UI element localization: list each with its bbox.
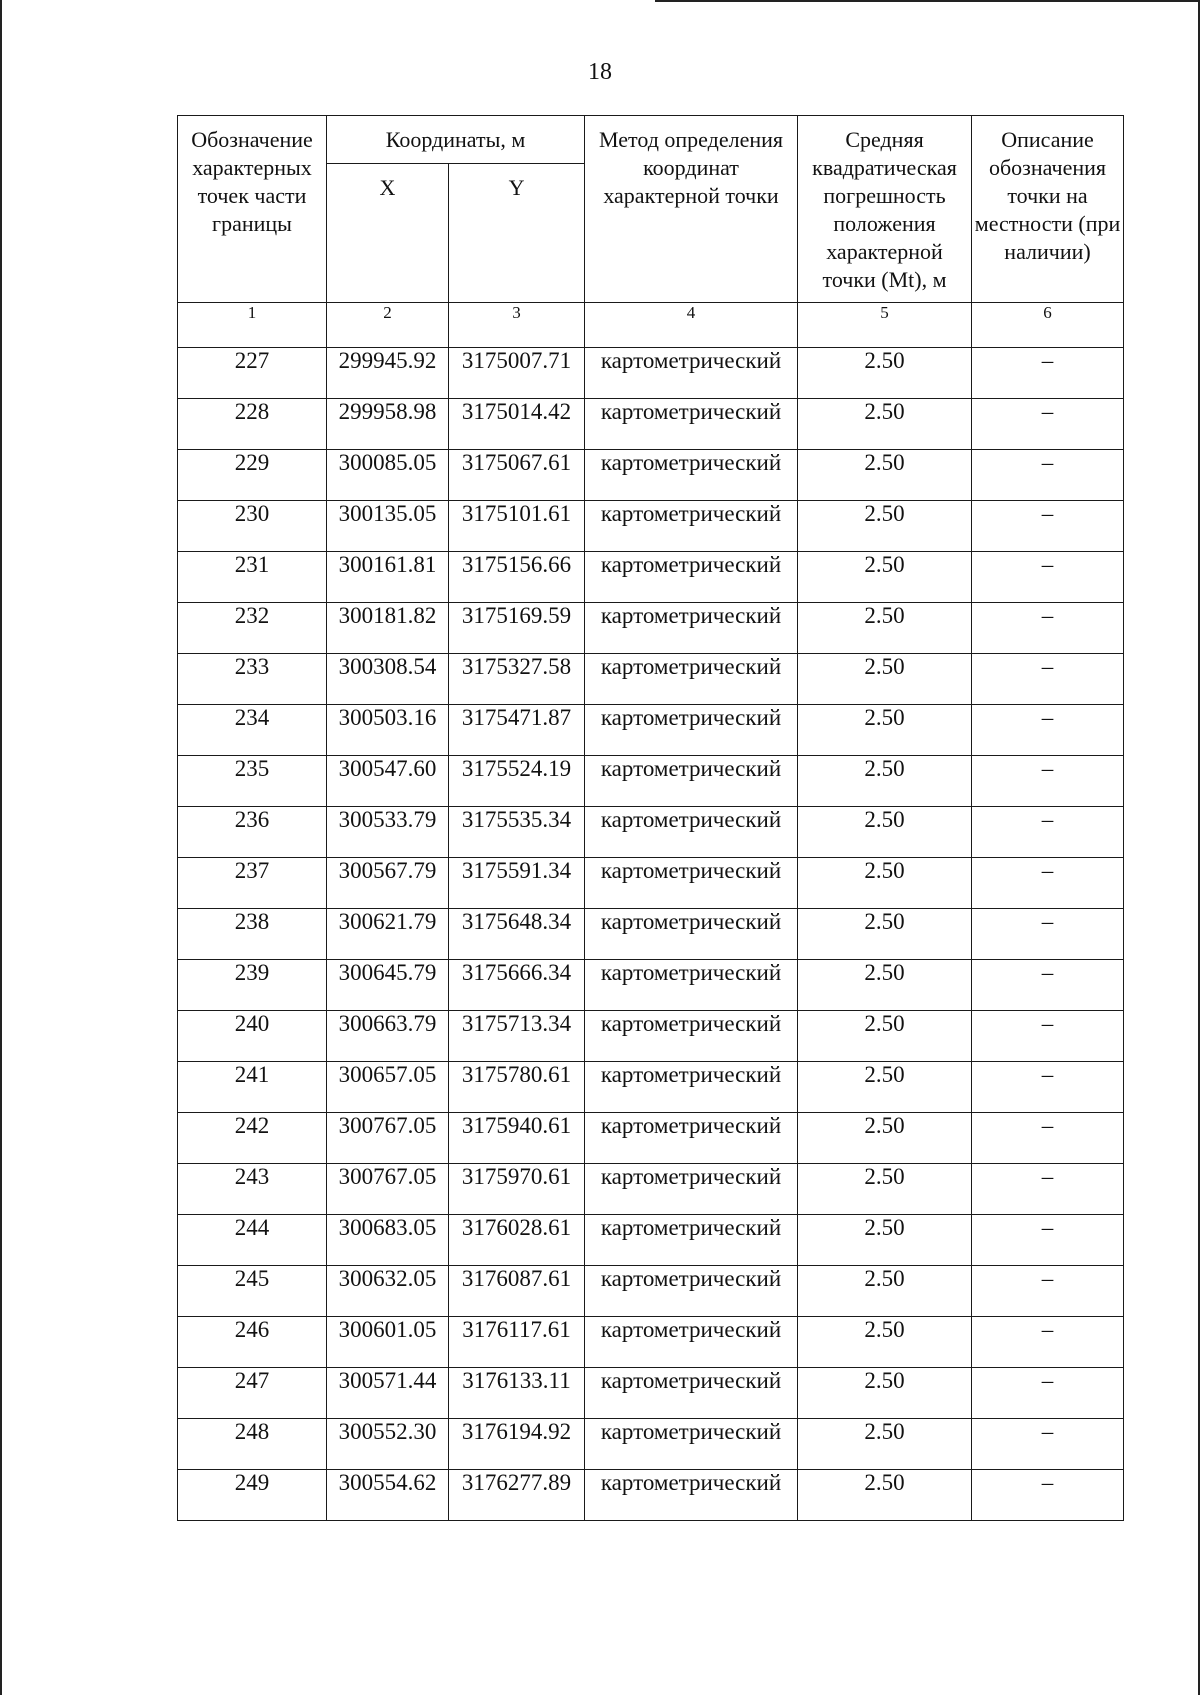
cell-point: 233 xyxy=(178,654,327,705)
cell-point: 249 xyxy=(178,1470,327,1521)
cell-error: 2.50 xyxy=(798,807,972,858)
cell-error: 2.50 xyxy=(798,1368,972,1419)
header-x: X xyxy=(327,164,449,303)
cell-y: 3175169.59 xyxy=(449,603,585,654)
cell-point: 229 xyxy=(178,450,327,501)
cell-point: 227 xyxy=(178,348,327,399)
table-row xyxy=(178,1062,1124,1113)
cell-x: 300308.54 xyxy=(327,654,449,705)
cell-description: – xyxy=(972,807,1124,858)
table-row xyxy=(178,858,1124,909)
table-row xyxy=(178,348,1124,399)
cell-description: – xyxy=(972,705,1124,756)
cell-y: 3176194.92 xyxy=(449,1419,585,1470)
cell-point: 240 xyxy=(178,1011,327,1062)
cell-y: 3176117.61 xyxy=(449,1317,585,1368)
cell-error: 2.50 xyxy=(798,1317,972,1368)
cell-point: 231 xyxy=(178,552,327,603)
cell-error: 2.50 xyxy=(798,1266,972,1317)
cell-error: 2.50 xyxy=(798,450,972,501)
cell-description: – xyxy=(972,1368,1124,1419)
cell-error: 2.50 xyxy=(798,756,972,807)
table-row xyxy=(178,552,1124,603)
table-row xyxy=(178,1011,1124,1062)
cell-error: 2.50 xyxy=(798,552,972,603)
cell-x: 300533.79 xyxy=(327,807,449,858)
cell-x: 300181.82 xyxy=(327,603,449,654)
cell-description: – xyxy=(972,1164,1124,1215)
cell-point: 238 xyxy=(178,909,327,960)
table-row xyxy=(178,909,1124,960)
cell-method: картометрический xyxy=(585,348,798,399)
cell-error: 2.50 xyxy=(798,348,972,399)
header-description: Описание обозначения точки на местности (при наличии) xyxy=(972,116,1124,303)
cell-x: 300554.62 xyxy=(327,1470,449,1521)
cell-method: картометрический xyxy=(585,399,798,450)
table-row xyxy=(178,756,1124,807)
table-row xyxy=(178,807,1124,858)
table-row xyxy=(178,399,1124,450)
cell-x: 300657.05 xyxy=(327,1062,449,1113)
column-number: 4 xyxy=(585,303,798,348)
cell-x: 300601.05 xyxy=(327,1317,449,1368)
cell-point: 247 xyxy=(178,1368,327,1419)
table-row xyxy=(178,1419,1124,1470)
cell-description: – xyxy=(972,1470,1124,1521)
cell-error: 2.50 xyxy=(798,909,972,960)
cell-x: 300571.44 xyxy=(327,1368,449,1419)
table-row xyxy=(178,1317,1124,1368)
cell-method: картометрический xyxy=(585,1317,798,1368)
cell-y: 3175524.19 xyxy=(449,756,585,807)
cell-y: 3175648.34 xyxy=(449,909,585,960)
cell-y: 3175156.66 xyxy=(449,552,585,603)
cell-method: картометрический xyxy=(585,1470,798,1521)
cell-method: картометрический xyxy=(585,858,798,909)
cell-description: – xyxy=(972,552,1124,603)
cell-point: 245 xyxy=(178,1266,327,1317)
column-number-row xyxy=(178,303,1124,348)
cell-description: – xyxy=(972,1419,1124,1470)
cell-x: 300767.05 xyxy=(327,1113,449,1164)
cell-y: 3175327.58 xyxy=(449,654,585,705)
cell-method: картометрический xyxy=(585,960,798,1011)
table-row xyxy=(178,1113,1124,1164)
column-number: 5 xyxy=(798,303,972,348)
cell-description: – xyxy=(972,960,1124,1011)
cell-description: – xyxy=(972,858,1124,909)
cell-x: 300161.81 xyxy=(327,552,449,603)
cell-point: 246 xyxy=(178,1317,327,1368)
cell-description: – xyxy=(972,450,1124,501)
cell-point: 241 xyxy=(178,1062,327,1113)
table-row xyxy=(178,1368,1124,1419)
cell-point: 232 xyxy=(178,603,327,654)
cell-method: картометрический xyxy=(585,1062,798,1113)
cell-x: 300632.05 xyxy=(327,1266,449,1317)
cell-point: 230 xyxy=(178,501,327,552)
cell-method: картометрический xyxy=(585,756,798,807)
cell-error: 2.50 xyxy=(798,1419,972,1470)
cell-x: 300552.30 xyxy=(327,1419,449,1470)
cell-description: – xyxy=(972,1215,1124,1266)
cell-x: 300663.79 xyxy=(327,1011,449,1062)
cell-description: – xyxy=(972,1317,1124,1368)
cell-y: 3175591.34 xyxy=(449,858,585,909)
cell-point: 243 xyxy=(178,1164,327,1215)
cell-y: 3175666.34 xyxy=(449,960,585,1011)
cell-method: картометрический xyxy=(585,1164,798,1215)
cell-y: 3175471.87 xyxy=(449,705,585,756)
header-method: Метод определения координат характерной точки xyxy=(585,116,798,303)
table-row xyxy=(178,1470,1124,1521)
column-number: 2 xyxy=(327,303,449,348)
cell-y: 3175713.34 xyxy=(449,1011,585,1062)
cell-point: 239 xyxy=(178,960,327,1011)
cell-x: 300683.05 xyxy=(327,1215,449,1266)
cell-method: картометрический xyxy=(585,807,798,858)
cell-x: 300503.16 xyxy=(327,705,449,756)
cell-method: картометрический xyxy=(585,552,798,603)
cell-error: 2.50 xyxy=(798,501,972,552)
cell-point: 242 xyxy=(178,1113,327,1164)
column-number: 1 xyxy=(178,303,327,348)
cell-x: 300567.79 xyxy=(327,858,449,909)
cell-error: 2.50 xyxy=(798,1470,972,1521)
cell-description: – xyxy=(972,909,1124,960)
cell-method: картометрический xyxy=(585,1419,798,1470)
table-row xyxy=(178,1164,1124,1215)
cell-y: 3175007.71 xyxy=(449,348,585,399)
cell-x: 299958.98 xyxy=(327,399,449,450)
cell-method: картометрический xyxy=(585,1266,798,1317)
cell-error: 2.50 xyxy=(798,399,972,450)
cell-point: 228 xyxy=(178,399,327,450)
cell-point: 248 xyxy=(178,1419,327,1470)
cell-description: – xyxy=(972,603,1124,654)
cell-y: 3175780.61 xyxy=(449,1062,585,1113)
cell-method: картометрический xyxy=(585,1113,798,1164)
cell-error: 2.50 xyxy=(798,1062,972,1113)
table-row xyxy=(178,1215,1124,1266)
cell-description: – xyxy=(972,501,1124,552)
cell-error: 2.50 xyxy=(798,858,972,909)
cell-error: 2.50 xyxy=(798,1164,972,1215)
cell-description: – xyxy=(972,654,1124,705)
cell-error: 2.50 xyxy=(798,1215,972,1266)
cell-point: 244 xyxy=(178,1215,327,1266)
cell-y: 3176133.11 xyxy=(449,1368,585,1419)
cell-y: 3175067.61 xyxy=(449,450,585,501)
cell-description: – xyxy=(972,756,1124,807)
cell-description: – xyxy=(972,1266,1124,1317)
cell-x: 299945.92 xyxy=(327,348,449,399)
cell-description: – xyxy=(972,1062,1124,1113)
cell-x: 300621.79 xyxy=(327,909,449,960)
header-coordinates: Координаты, м xyxy=(327,116,585,164)
cell-method: картометрический xyxy=(585,654,798,705)
cell-error: 2.50 xyxy=(798,603,972,654)
cell-method: картометрический xyxy=(585,1011,798,1062)
cell-error: 2.50 xyxy=(798,705,972,756)
header-error: Средняя квадратическая погрешность положения характерной точки (Mt), м xyxy=(798,116,972,303)
cell-y: 3175014.42 xyxy=(449,399,585,450)
cell-point: 235 xyxy=(178,756,327,807)
cell-x: 300085.05 xyxy=(327,450,449,501)
cell-point: 236 xyxy=(178,807,327,858)
table-row xyxy=(178,1266,1124,1317)
cell-method: картометрический xyxy=(585,705,798,756)
cell-method: картометрический xyxy=(585,501,798,552)
cell-method: картометрический xyxy=(585,450,798,501)
page-edge-left xyxy=(0,0,2,1695)
table-row xyxy=(178,960,1124,1011)
cell-description: – xyxy=(972,399,1124,450)
page-number: 18 xyxy=(588,59,612,85)
cell-y: 3175940.61 xyxy=(449,1113,585,1164)
cell-description: – xyxy=(972,1011,1124,1062)
coordinates-table xyxy=(177,115,1124,1521)
cell-method: картометрический xyxy=(585,909,798,960)
column-number: 3 xyxy=(449,303,585,348)
page-edge-top xyxy=(655,0,1200,2)
cell-point: 234 xyxy=(178,705,327,756)
table-row xyxy=(178,501,1124,552)
cell-x: 300547.60 xyxy=(327,756,449,807)
cell-y: 3176277.89 xyxy=(449,1470,585,1521)
cell-x: 300645.79 xyxy=(327,960,449,1011)
cell-description: – xyxy=(972,1113,1124,1164)
cell-error: 2.50 xyxy=(798,1113,972,1164)
cell-y: 3175535.34 xyxy=(449,807,585,858)
cell-y: 3176028.61 xyxy=(449,1215,585,1266)
cell-method: картометрический xyxy=(585,1368,798,1419)
cell-error: 2.50 xyxy=(798,1011,972,1062)
cell-y: 3175970.61 xyxy=(449,1164,585,1215)
cell-method: картометрический xyxy=(585,603,798,654)
cell-y: 3176087.61 xyxy=(449,1266,585,1317)
cell-x: 300767.05 xyxy=(327,1164,449,1215)
header-y: Y xyxy=(449,164,585,303)
cell-error: 2.50 xyxy=(798,960,972,1011)
table-row xyxy=(178,705,1124,756)
table-row xyxy=(178,603,1124,654)
table-body xyxy=(178,348,1124,1521)
cell-description: – xyxy=(972,348,1124,399)
cell-method: картометрический xyxy=(585,1215,798,1266)
table-row xyxy=(178,654,1124,705)
cell-y: 3175101.61 xyxy=(449,501,585,552)
column-number: 6 xyxy=(972,303,1124,348)
table-row xyxy=(178,450,1124,501)
cell-x: 300135.05 xyxy=(327,501,449,552)
cell-point: 237 xyxy=(178,858,327,909)
cell-error: 2.50 xyxy=(798,654,972,705)
header-point-designation: Обозначение характерных точек части границы xyxy=(178,116,327,303)
